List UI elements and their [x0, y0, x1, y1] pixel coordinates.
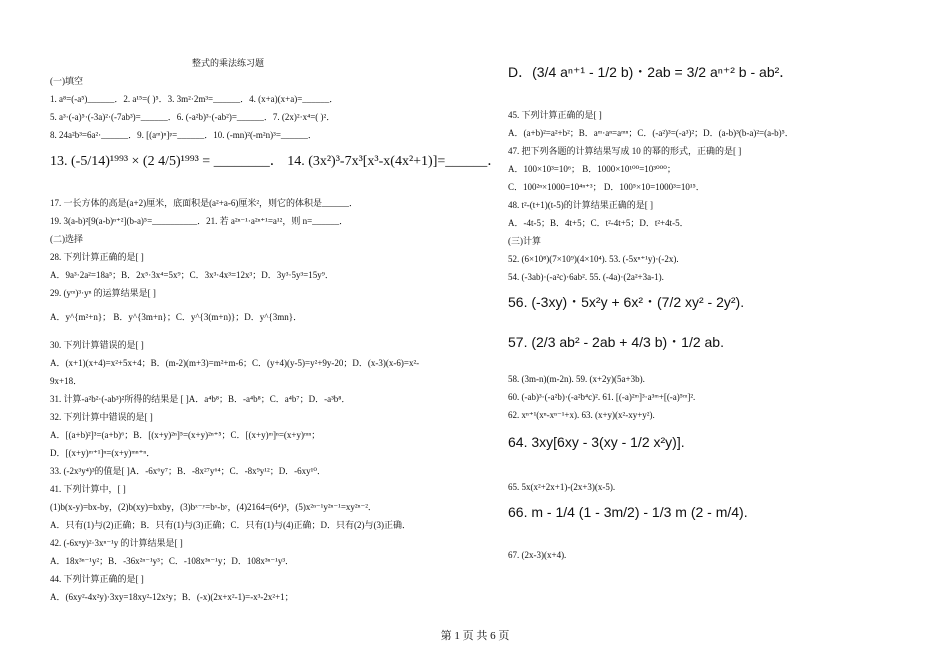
question-66: 66. m - 1/4 (1 - 3m/2) - 1/3 m (2 - m/4). [508, 504, 748, 520]
question-line: A．18x³ⁿ⁻¹y²；B．-36x²ⁿ⁻¹y³；C．-108x³ⁿ⁻¹y；D．108x³ⁿ⁻¹y³． [50, 556, 295, 566]
section-calc-heading: (三)计算 [508, 236, 541, 246]
question-line: A．9a³·2a²=18a⁵；B．2x⁵·3x⁴=5x⁹；C．3x³·4x³=12x³；D．3y³·5y³=15y⁹． [50, 270, 334, 280]
question-line: 9x+18． [50, 376, 83, 386]
question-line: 45. 下列计算正确的是[ ] [508, 110, 602, 120]
question-line: 5. a³·(-a)⁵·(-3a)²·(-7ab³)=______．6. (-a²b)³·(-ab²)=______．7. (2x)²·x⁴=( )²． [50, 112, 336, 122]
question-line: A．(6xy²-4x²y)·3xy=18xy²-12x²y；B．(-x)(2x+x²-1)=-x³-2x²+1； [50, 592, 294, 602]
question-line: 47. 把下列各题的计算结果写成 10 的幂的形式，正确的是[ ] [508, 146, 742, 156]
question-line: 32. 下列计算中错误的是[ ] [50, 412, 153, 422]
question-line: 67. (2x-3)(x+4). [508, 550, 567, 560]
question-line: 41. 下列计算中，[ ] [50, 484, 126, 494]
question-57: 57. (2/3 ab² - 2ab + 4/3 b)・1/2 ab. [508, 334, 724, 350]
question-line: 44. 下列计算正确的是[ ] [50, 574, 144, 584]
page-title: 整式的乘法练习题 [192, 58, 265, 68]
question-line: 29. (yᵐ)³·yⁿ 的运算结果是[ ] [50, 288, 156, 298]
question-line: (1)b(x-y)=bx-by，(2)b(xy)=bxby，(3)bˣ⁻ʸ=bˣ-bʸ，(4)2164=(6⁴)³，(5)x²ⁿ⁻¹y²ⁿ⁻¹=xy²ⁿ⁻²． [50, 502, 377, 512]
question-line: A．100×10³=10⁶； B．1000×10¹⁰⁰=10³⁰⁰⁰； [508, 164, 676, 174]
question-line: A．只有(1)与(2)正确；B．只有(1)与(3)正确；C．只有(1)与(4)正确；D．只有(2)与(3)正确． [50, 520, 411, 530]
question-line: 1. a⁸=(-a⁵)______．2. a¹⁵=( )⁵．3. 3m²·2m³=______．4. (x+a)(x+a)=______． [50, 94, 339, 104]
question-line: 8. 24a²b³=6a²·______．9. [(aᵐ)ⁿ]ᵖ=______．10. (-mn)²(-m²n)³=______． [50, 130, 317, 140]
question-line: 17. 一长方体的高是(a+2)厘米，底面积是(a²+a-6)厘米²，则它的体积是______． [50, 198, 359, 208]
question-line: 62. xⁿ⁺¹(xⁿ-xⁿ⁻¹+x). 63. (x+y)(x²-xy+y²). [508, 410, 655, 420]
page-footer: 第 1 页 共 6 页 [440, 630, 510, 642]
question-56: 56. (-3xy)・5x²y + 6x²・(7/2 xy² - 2y²). [508, 294, 745, 310]
question-line: A．[(a+b)²]³=(a+b)⁶；B．[(x+y)²ⁿ]⁵=(x+y)²ⁿ⁺⁵；C．[(x+y)ᵐ]ⁿ=(x+y)ᵐⁿ； [50, 430, 321, 440]
section-fill-heading: (一)填空 [50, 76, 83, 86]
question-line: 60. (-ab)³·(-a²b)·(-a²b⁴c)². 61. [(-a)²ᵐ]³·a³ᵐ+[(-a)⁵ᵐ]². [508, 392, 696, 402]
question-line: 58. (3m-n)(m-2n). 59. (x+2y)(5a+3b). [508, 374, 645, 384]
question-44-option-d: D．(3/4 aⁿ⁺¹ - 1/2 b)・2ab = 3/2 aⁿ⁺² b - ab²． [508, 64, 794, 80]
question-line: 33. (-2x³y⁴)³的值是[ ]A．-6x⁶y⁷；B．-8x²⁷y⁶⁴；C．-8x⁹y¹²；D．-6xy¹⁰． [50, 466, 326, 476]
question-line: C．100²ⁿ×1000=10⁴ⁿ⁺³； D．100⁵×10=1000³=10¹⁵． [508, 182, 705, 192]
question-line: A．y^{m²+n}； B．y^{3m+n}；C．y^{3(m+n)}；D．y^{3mn}． [50, 312, 303, 322]
question-line: 31. 计算-a²b²·(-ab³)²所得的结果是 [ ]A．a⁴b⁸；B．-a⁴b⁸；C．a⁴b⁷；D．-a³b⁸． [50, 394, 351, 404]
question-line: A．(x+1)(x+4)=x²+5x+4；B．(m-2)(m+3)=m²+m-6；C．(y+4)(y-5)=y²+9y-20；D．(x-3)(x-6)=x²- [50, 358, 420, 368]
question-line: 30. 下列计算错误的是[ ] [50, 340, 144, 350]
question-line: 42. (-6xⁿy)²·3xⁿ⁻¹y 的计算结果是[ ] [50, 538, 183, 548]
question-line: 54. (-3ab)·(-a²c)·6ab². 55. (-4a)·(2a²+3a-1). [508, 272, 664, 282]
section-choice-heading: (二)选择 [50, 234, 83, 244]
question-13-14: 13. (-5/14)¹⁹⁹³ × (2 4/5)¹⁹⁹³ = ________． 14. (3x²)³-7x³[x³-x(4x²+1)]=______． [50, 154, 502, 169]
question-line: 48. t²-(t+1)(t-5)的计算结果正确的是[ ] [508, 200, 654, 210]
question-64: 64. 3xy[6xy - 3(xy - 1/2 x²y)]. [508, 434, 685, 450]
question-line: A．-4t-5；B．4t+5；C．t²-4t+5；D．t²+4t-5． [508, 218, 689, 228]
question-line: 65. 5x(x²+2x+1)-(2x+3)(x-5). [508, 482, 616, 492]
question-line: 28. 下列计算正确的是[ ] [50, 252, 144, 262]
question-line: 52. (6×10⁸)(7×10⁹)(4×10⁴). 53. (-5xⁿ⁺¹y)·(-2x). [508, 254, 679, 264]
question-line: 19. 3(a-b)²[9(a-b)ⁿ⁺²](b-a)⁵=__________．21. 若 a²ⁿ⁻¹·a²ⁿ⁺¹=a¹²，则 n=______． [50, 216, 349, 226]
question-line: D．[(x+y)ᵐ⁺¹]ⁿ=(x+y)ᵐⁿ⁺ⁿ． [50, 448, 156, 458]
question-line: A．(a+b)²=a²+b²；B．aᵐ·aⁿ=aᵐⁿ；C．(-a²)³=(-a³)²；D．(a-b)³(b-a)²=(a-b)⁵． [508, 128, 794, 138]
